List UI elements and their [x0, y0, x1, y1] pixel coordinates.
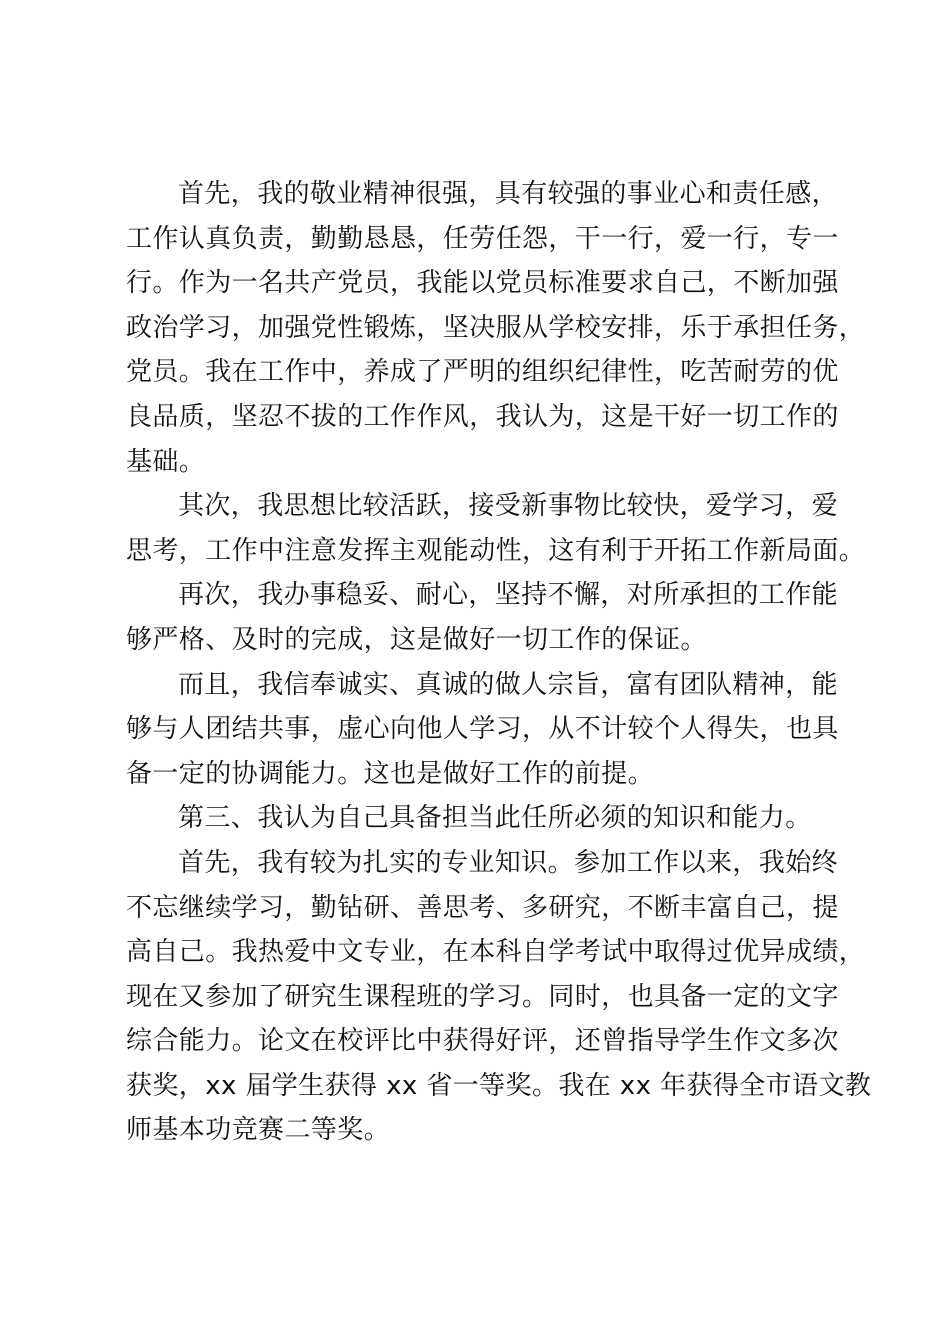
paragraph-professional-knowledge [126, 841, 872, 1153]
paragraph-line: 师基本功竞赛二等奖。 [126, 1115, 391, 1146]
paragraph-line: 政治学习，加强党性锻炼，坚决服从学校安排，乐于承担任务， [126, 312, 866, 343]
paragraph-teamwork [126, 663, 838, 797]
paragraph-steady-work [126, 573, 838, 662]
paragraph-line: 行。作为一名共产党员，我能以党员标准要求自己，不断加强 [126, 268, 839, 299]
document-body [126, 172, 872, 1153]
paragraph-line: 思考，工作中注意发挥主观能动性，这有利于开拓工作新局面。 [126, 535, 866, 566]
paragraph-section-three [126, 796, 838, 841]
paragraph-dedication [126, 172, 866, 484]
paragraph-line: 够严格、及时的完成，这是做好一切工作的保证。 [126, 624, 707, 655]
paragraph-line: 综合能力。论文在校评比中获得好评，还曾指导学生作文多次 [126, 1026, 839, 1057]
paragraph-line: 第三、我认为自己具备担当此任所必须的知识和能力。 [178, 803, 812, 834]
paragraph-line: 工作认真负责，勤勤恳恳，任劳任怨，干一行，爱一行，专一 [126, 223, 839, 254]
paragraph-line: 而且，我信奉诚实、真诚的做人宗旨，富有团队精神，能 [178, 669, 839, 700]
paragraph-line: 再次，我办事稳妥、耐心，坚持不懈，对所承担的工作能 [178, 580, 839, 611]
paragraph-line: 基础。 [126, 446, 206, 477]
paragraph-line: 够与人团结共事，虚心向他人学习，从不计较个人得失，也具 [126, 714, 839, 745]
paragraph-line: 不忘继续学习，勤钻研、善思考、多研究，不断丰富自己，提 [126, 892, 839, 923]
paragraph-line: 首先，我的敬业精神很强，具有较强的事业心和责任感， [178, 179, 839, 209]
paragraph-line: 备一定的协调能力。这也是做好工作的前提。 [126, 758, 655, 789]
paragraph-line: 现在又参加了研究生课程班的学习。同时，也具备一定的文字 [126, 981, 839, 1012]
paragraph-line: 其次，我思想比较活跃，接受新事物比较快，爱学习，爱 [178, 491, 839, 522]
paragraph-active-thinking [126, 484, 866, 573]
paragraph-line: 党员。我在工作中，养成了严明的组织纪律性，吃苦耐劳的优 [126, 357, 839, 388]
paragraph-line: 高自己。我热爱中文专业，在本科自学考试中取得过优异成绩， [126, 937, 866, 968]
paragraph-line: 首先，我有较为扎实的专业知识。参加工作以来，我始终 [178, 847, 839, 878]
paragraph-line: 获奖，xx 届学生获得 xx 省一等奖。我在 xx 年获得全市语文教 [126, 1070, 872, 1101]
paragraph-line: 良品质，坚忍不拔的工作作风，我认为，这是干好一切工作的 [126, 401, 839, 432]
